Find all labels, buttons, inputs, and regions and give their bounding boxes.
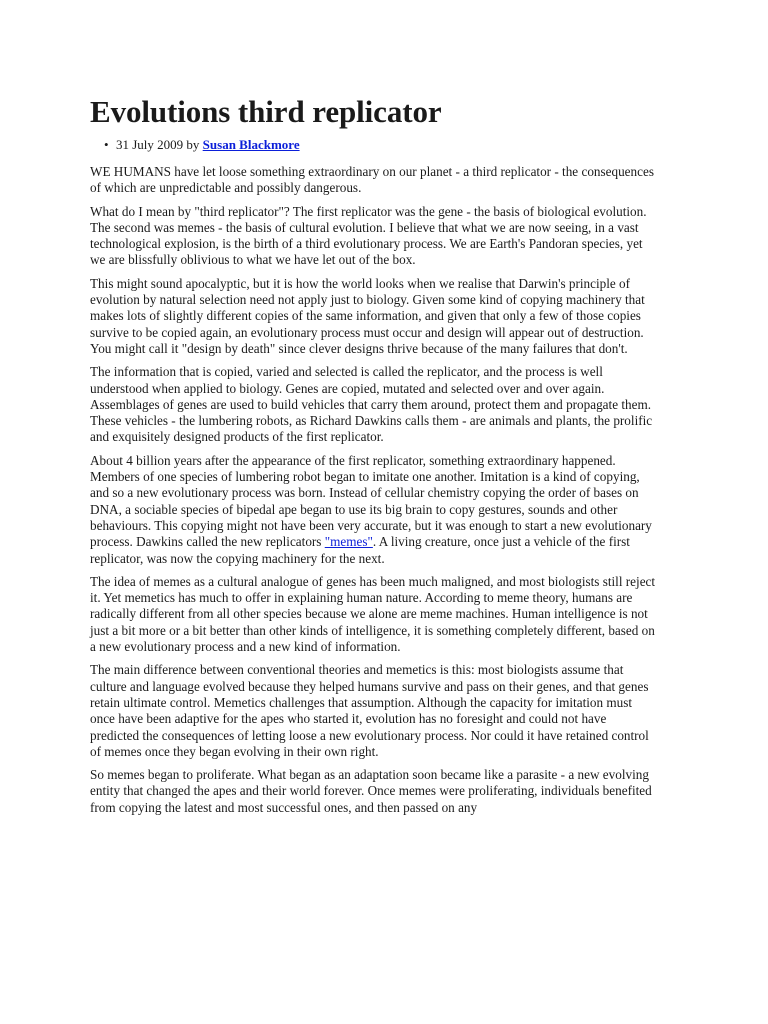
paragraph-2: What do I mean by "third replicator"? The first replicator was the gene - the basis of biological evolution. The second was memes - the basis of cultural evolution. I believe that what we are now seeing, in a vast technological explosion, is the birth of a third evolutionary process. We are Earth's Pandoran species, yet we are blissfully oblivious to what we have let out of the box. [90,203,647,268]
paragraph-8: So memes began to proliferate. What began as an adaptation soon became like a parasite - a new evolving entity that changed the apes and their world forever. Once memes were proliferating, individuals benefited from copying the latest and most successful ones, and then passed on any [90,767,652,815]
paragraph-3: This might sound apocalyptic, but it is how the world looks when we realise that Darwin's principle of evolution by natural selection need not apply just to biology. Given some kind of copying machinery that makes lots of slightly different copies of the same information, and given that only a few of those copies survive to be copied again, an evolutionary process must occur and design will appear out of destruction. You might call it "design by death" since clever designs thrive because of the many failures that don't. [90,275,645,356]
paragraph-4: The information that is copied, varied and selected is called the replicator, and the process is well understood when applied to biology. Genes are copied, mutated and selected over and over again. Assemblages of genes are used to build vehicles that carry them around, protect them and propagate them. These vehicles - the lumbering robots, as Richard Dawkins calls them - are animals and plants, the prolific and exquisitely designed products of the first replicator. [90,364,653,445]
paragraph-6: The idea of memes as a cultural analogue of genes has been much maligned, and most biologists still reject it. Yet memetics has much to offer in explaining human nature. According to meme theory, humans are radically different from all other species because we alone are meme machines. Human intelligence is not just a bit more or a bit better than other kinds of intelligence, it is something completely different, based on a new evolutionary process and a new kind of information. [90,573,656,655]
paragraph-7: The main difference between conventional theories and memetics is this: most biologists assume that culture and language evolved because they helped humans survive and pass on their genes, and that genes retain ultimate control. Memetics challenges that assumption. Although the capacity for imitation must once have been adaptive for the apes who started it, evolution has no foresight and could not have predicted the consequences of letting loose a new evolutionary process. Nor could it have retained control of memes once they began evolving in their own right. [90,662,649,759]
paragraph-5 [90,453,658,567]
bullet-icon: • [104,137,109,152]
byline-list [90,136,658,154]
paragraph-5-text-before: About 4 billion years after the appearance of the first replicator, something extraordinary happened. Members of one species of lumbering robot began to imitate one another. Imitation is a kind of copying, and so a new evolutionary process was born. Instead of cellular chemistry copying the order of bases on DNA, a sociable species of bipedal ape began to use its big brain to copy gestures, sounds and other behaviours. This copying might not have been very accurate, but it was enough to start a new evolutionary process. Dawkins called the new replicators [90,452,652,550]
author-link[interactable]: Susan Blackmore [202,137,300,152]
article-title: Evolutions third replicator [90,94,442,129]
paragraph-5-text-after: . A living creature, once just a vehicle of the first replicator, was now the copying machinery for the next. [90,534,630,566]
memes-link[interactable]: "memes" [324,534,373,550]
paragraph-1: WE HUMANS have let loose something extraordinary on our planet - a third replicator - the consequences of which are unpredictable and possibly dangerous. [90,164,654,196]
byline [104,136,658,154]
publish-date: 31 July 2009 by [116,137,203,152]
article [90,92,658,823]
